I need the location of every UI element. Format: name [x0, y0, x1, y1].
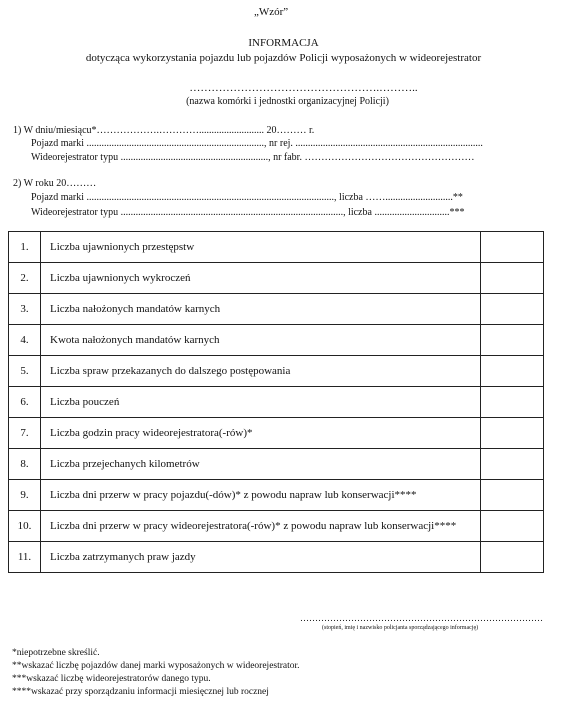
row-label: Liczba spraw przekazanych do dalszego postępowania: [41, 356, 481, 387]
statistics-table: [8, 231, 544, 573]
table-row: [9, 387, 544, 418]
table-row: [9, 542, 544, 573]
footnote-2: **wskazać liczbę pojazdów danej marki wyposażonych w wideorejestrator.: [12, 661, 300, 671]
row-number: 6.: [9, 387, 41, 418]
table-row: [9, 418, 544, 449]
row-label: Liczba przejechanych kilometrów: [41, 449, 481, 480]
row-number: 1.: [9, 232, 41, 263]
footnote-1: *niepotrzebne skreślić.: [12, 648, 100, 658]
section2-year-line[interactable]: 2) W roku 20………: [13, 178, 97, 189]
row-number: 3.: [9, 294, 41, 325]
row-value-cell[interactable]: [481, 387, 544, 418]
row-value-cell[interactable]: [481, 232, 544, 263]
row-value-cell[interactable]: [481, 542, 544, 573]
row-label: Liczba godzin pracy wideorejestratora(-rów)*: [41, 418, 481, 449]
table-row: [9, 232, 544, 263]
row-label: Liczba dni przerw w pracy wideorejestratora(-rów)* z powodu napraw lub konserwacji****: [41, 511, 481, 542]
row-value-cell[interactable]: [481, 356, 544, 387]
row-value-cell[interactable]: [481, 325, 544, 356]
row-value-cell[interactable]: [481, 263, 544, 294]
section1-vehicle-line[interactable]: Pojazd marki ......................................................................., nr rej. ...........................................................................: [31, 138, 483, 149]
row-value-cell[interactable]: [481, 449, 544, 480]
table-row: [9, 511, 544, 542]
table-row: [9, 263, 544, 294]
row-value-cell[interactable]: [481, 418, 544, 449]
footnote-3: ***wskazać liczbę wideorejestratorów danego typu.: [12, 674, 211, 684]
row-number: 2.: [9, 263, 41, 294]
section2-recorder-line[interactable]: Wideorejestrator typu ........................................................................................., liczba ..............................***: [31, 207, 465, 218]
row-number: 5.: [9, 356, 41, 387]
signature-line[interactable]: ………………………………………………………………………: [300, 613, 543, 623]
section1-recorder-line[interactable]: Wideorejestrator typu ..........................................................., nr fabr. ……………………………………………: [31, 152, 475, 163]
row-number: 9.: [9, 480, 41, 511]
document-subtitle: dotycząca wykorzystania pojazdu lub pojazdów Policji wyposażonych w wideorejestrator: [85, 52, 482, 64]
document-title: INFORMACJA: [248, 37, 319, 49]
row-label: Liczba ujawnionych wykroczeń: [41, 263, 481, 294]
row-value-cell[interactable]: [481, 480, 544, 511]
table-row: [9, 294, 544, 325]
row-number: 11.: [9, 542, 41, 573]
row-label: Liczba dni przerw w pracy pojazdu(-dów)* z powodu napraw lub konserwacji****: [41, 480, 481, 511]
row-label: Liczba zatrzymanych praw jazdy: [41, 542, 481, 573]
wzor-label: „Wzór”: [254, 6, 289, 18]
row-label: Kwota nałożonych mandatów karnych: [41, 325, 481, 356]
unit-name-field[interactable]: …………………………………………….………..: [189, 82, 418, 94]
row-label: Liczba nałożonych mandatów karnych: [41, 294, 481, 325]
table-row: [9, 325, 544, 356]
row-number: 8.: [9, 449, 41, 480]
table-row: [9, 480, 544, 511]
row-label: Liczba ujawnionych przestępstw: [41, 232, 481, 263]
table-row: [9, 449, 544, 480]
table-row: [9, 356, 544, 387]
footnote-4: ****wskazać przy sporządzaniu informacji miesięcznej lub rocznej: [12, 687, 269, 697]
row-value-cell[interactable]: [481, 511, 544, 542]
unit-name-caption: (nazwa komórki i jednostki organizacyjnej Policji): [186, 96, 389, 107]
row-number: 10.: [9, 511, 41, 542]
signature-caption: (stopień, imię i nazwisko policjanta sporządzającego informację): [322, 625, 479, 631]
row-number: 4.: [9, 325, 41, 356]
section2-vehicle-line[interactable]: Pojazd marki ..................................................................................................., liczba ……...........................**: [31, 192, 463, 203]
row-value-cell[interactable]: [481, 294, 544, 325]
section1-date-line[interactable]: 1) W dniu/miesiącu*……………….………….......................... 20……… r.: [13, 125, 315, 136]
row-label: Liczba pouczeń: [41, 387, 481, 418]
row-number: 7.: [9, 418, 41, 449]
